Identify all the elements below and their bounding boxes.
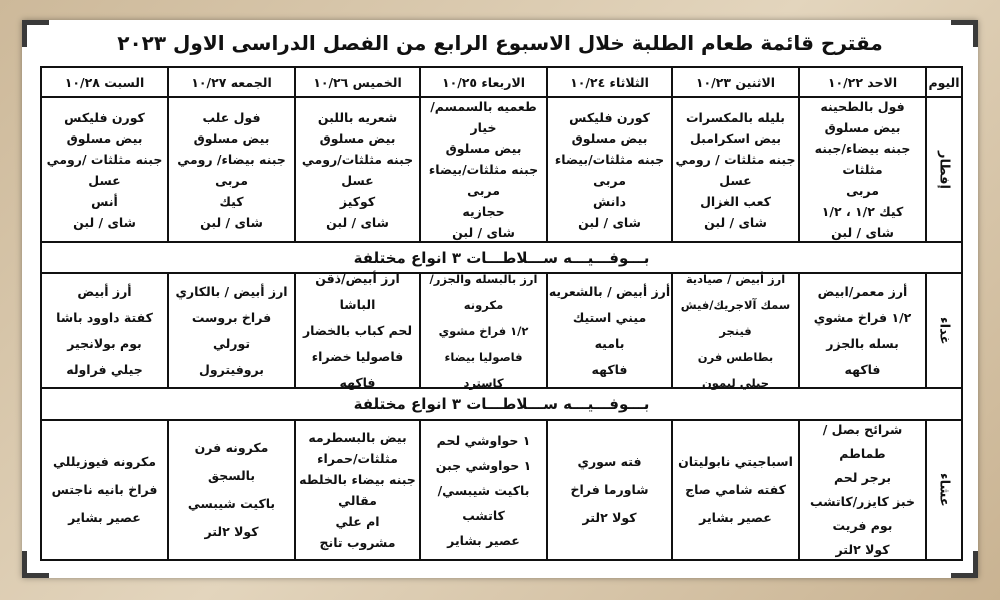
dinner-cell <box>419 421 546 559</box>
menu-item: باكيت شيبسي <box>187 496 276 511</box>
menu-item: بيض مسلوق <box>571 130 648 146</box>
menu-item: فاكهه <box>844 361 881 377</box>
day-header: الجمعه ١٠/٢٧ <box>167 68 294 96</box>
menu-item: فاصوليا بيضاء <box>444 349 523 364</box>
breakfast-cell <box>798 98 925 241</box>
menu-item: كورن فليكس <box>569 109 650 125</box>
menu-item: شاى / لبن <box>73 214 136 230</box>
menu-item: باكيت شيبسي/كاتشب <box>437 482 530 523</box>
menu-item: بيض مسلوق <box>824 120 901 135</box>
menu-item: اسباجيتي نابوليتان <box>678 454 793 469</box>
menu-item: ارز أبيض / بالكاري <box>175 283 288 299</box>
menu-item: عسل <box>341 172 374 188</box>
menu-item: مربى <box>593 172 626 188</box>
menu-item: ١/٢ فراخ مشوي <box>813 309 912 325</box>
menu-item: شعريه باللبن <box>317 109 398 125</box>
day-header: الاحد ١٠/٢٢ <box>798 68 925 96</box>
day-header: السبت ١٠/٢٨ <box>64 74 145 90</box>
lunch-cell <box>167 274 294 387</box>
menu-item: سمك آلاجريك/فيش فينجر <box>680 297 791 338</box>
menu-item: كولا ٢لتر <box>835 542 890 557</box>
menu-item: جبنه مثلثات / رومي <box>675 151 796 167</box>
menu-item: عسل <box>88 172 121 188</box>
menu-item: كعب الغزال <box>700 193 771 209</box>
menu-item: كفتة داوود باشا <box>56 309 153 325</box>
menu-item: ارز أبيض/ذقن الباشا <box>315 270 400 312</box>
breakfast-row <box>42 98 961 243</box>
menu-item: كاسترد <box>463 375 504 390</box>
menu-item: بيض مسلوق <box>319 130 396 146</box>
day-header: الثلاثاء ١٠/٢٤ <box>546 68 671 96</box>
menu-item: جبنه بيضاء/جبنه مثلثات <box>814 141 911 177</box>
menu-table <box>40 66 963 561</box>
menu-item: شاى / لبن <box>831 225 894 240</box>
menu-item: دانش <box>592 193 627 209</box>
buffet-banner: بـــوفـــيـــه ســـلاطـــات ٣ انواع مختلفة <box>353 395 650 413</box>
menu-item: جبنه مثلثات/بيضاء <box>428 162 539 177</box>
menu-item: مكرونه فرن بالسجق <box>194 440 269 483</box>
menu-item: شاى / لبن <box>200 214 263 230</box>
dinner-cell <box>294 421 419 559</box>
dinner-cell <box>167 421 294 559</box>
menu-item: أرز أبيض <box>77 283 132 299</box>
dinner-cell <box>798 421 925 559</box>
menu-item: بروفيترول <box>198 361 265 377</box>
menu-item: جيلي ليمون <box>701 375 770 390</box>
menu-item: أرز معمر/ابيض <box>817 283 908 299</box>
menu-item: كيك <box>219 193 244 209</box>
menu-item: ١ حواوشي جبن <box>435 457 532 473</box>
header-row <box>42 68 961 98</box>
breakfast-cell <box>546 98 671 241</box>
lunch-cell <box>671 271 798 390</box>
menu-item: ١/٢ فراخ مشوي <box>438 323 529 338</box>
buffet-banner: بـــوفـــيـــه ســـلاطـــات ٣ انواع مختلفة <box>353 248 650 267</box>
menu-item: طعميه بالسمسم/خيار <box>430 99 537 135</box>
menu-item: تورلي <box>212 335 251 351</box>
menu-item: حجازيه <box>462 204 505 219</box>
menu-item: بليله بالمكسرات <box>686 109 786 125</box>
menu-item: مربى <box>846 183 879 198</box>
menu-item: جبنه مثلثات/رومي <box>301 151 414 167</box>
breakfast-cell <box>294 98 419 241</box>
menu-item: بسله بالجزر <box>826 335 899 351</box>
menu-item: بوم بولانجير <box>67 335 142 351</box>
menu-item: كولا ٢لتر <box>582 510 637 525</box>
lunch-cell <box>798 274 925 387</box>
menu-item: ام علي <box>335 514 380 529</box>
menu-item: كوكيز <box>339 193 376 209</box>
menu-item: بيض بالبسطرمه <box>308 430 407 445</box>
menu-item: كيك ١/٢ ، ١/٢ <box>821 204 904 219</box>
menu-item: مثلثات/حمراء <box>317 451 398 466</box>
menu-item: فاكهه <box>591 361 628 377</box>
dinner-row <box>42 421 961 559</box>
menu-item: شاى / لبن <box>326 214 389 230</box>
meal-label-dinner: عشاء <box>925 421 961 559</box>
menu-item: فراخ بانيه ناجتس <box>51 482 158 497</box>
menu-item: بيض اسكرامبل <box>689 130 782 146</box>
menu-item: عصير بشاير <box>68 510 141 525</box>
lunch-cell <box>419 271 546 390</box>
buffet-row <box>42 389 961 421</box>
menu-item: شاى / لبن <box>452 225 515 240</box>
lunch-row <box>42 270 961 390</box>
breakfast-cell <box>419 98 546 241</box>
menu-item: مقالي <box>338 493 377 508</box>
day-header: الاربعاء ١٠/٢٥ <box>419 68 546 96</box>
menu-item: مربى <box>467 183 500 198</box>
menu-item: ارز بالبسله والجزر/ مكرونه <box>429 271 538 312</box>
menu-item: عسل <box>719 172 752 188</box>
menu-item: بيض مسلوق <box>193 130 270 146</box>
breakfast-cell <box>671 98 798 241</box>
menu-item: بيض مسلوق <box>66 130 143 146</box>
day-header: الاثنين ١٠/٢٣ <box>671 68 798 96</box>
menu-item: فول بالطحينه <box>820 99 905 114</box>
menu-item: برجر لحم <box>833 470 892 485</box>
menu-item: جبنه مثلثات /رومي <box>46 151 163 167</box>
menu-item: شاى / لبن <box>704 214 767 230</box>
menu-title: مقترح قائمة طعام الطلبة خلال الاسبوع الرابع من الفصل الدراسى الاول ٢٠٢٣ <box>117 31 883 55</box>
menu-item: بيض مسلوق <box>445 141 522 156</box>
menu-item: بوم فريت <box>832 518 893 533</box>
breakfast-cell <box>167 98 294 241</box>
meal-label-breakfast: إفطار <box>925 98 961 241</box>
menu-item: جبنه بيضاء بالخلطه <box>299 472 416 487</box>
menu-item: فراخ بروست <box>191 309 272 325</box>
meal-label-lunch: غداء <box>925 274 961 387</box>
menu-item: باميه <box>594 335 625 351</box>
menu-item: ميني استيك <box>572 309 647 325</box>
dinner-cell <box>671 421 798 559</box>
menu-item: فاصوليا خضراء <box>311 348 404 364</box>
breakfast-cell <box>42 98 167 241</box>
menu-item: أرز أبيض / بالشعريه <box>548 283 671 299</box>
menu-item: مشروب تانج <box>319 535 396 550</box>
menu-item: بطاطس فرن <box>697 349 774 364</box>
menu-item: خبز كايزر/كاتشب <box>809 494 916 509</box>
menu-item: مكرونه فيوزيللي <box>52 454 157 469</box>
menu-item: جيلي فراوله <box>66 361 143 377</box>
menu-item: فاكهه <box>339 374 376 390</box>
menu-item: مربى <box>215 172 248 188</box>
menu-item: جبنه مثلثات/بيضاء <box>554 151 665 167</box>
dinner-cell <box>546 421 671 559</box>
menu-item: فول علب <box>202 109 261 125</box>
menu-item: شرائح بصل / طماطم <box>822 422 903 461</box>
menu-item: لحم كباب بالخضار <box>302 322 413 338</box>
menu-item: ارز أبيض / صيادية <box>685 271 786 286</box>
menu-item: كولا ٢لتر <box>204 524 259 539</box>
menu-item: عصير بشاير <box>699 510 772 525</box>
menu-item: شاورما فراخ <box>570 482 649 497</box>
lunch-cell <box>546 274 671 387</box>
menu-item: ١ حواوشي لحم <box>436 432 531 448</box>
day-column-header: اليوم <box>925 68 961 96</box>
lunch-cell <box>42 274 167 387</box>
lunch-cell <box>294 270 419 390</box>
dinner-cell <box>42 421 167 559</box>
day-header: الخميس ١٠/٢٦ <box>294 68 419 96</box>
menu-item: شاى / لبن <box>578 214 641 230</box>
menu-item: كورن فليكس <box>64 109 145 125</box>
menu-item: عصير بشاير <box>447 532 520 548</box>
menu-item: جبنه بيضاء/ رومي <box>177 151 286 167</box>
menu-item: أنس <box>91 193 118 209</box>
menu-item: فته سوري <box>577 454 642 469</box>
menu-item: كفته شامي صاج <box>685 482 786 497</box>
